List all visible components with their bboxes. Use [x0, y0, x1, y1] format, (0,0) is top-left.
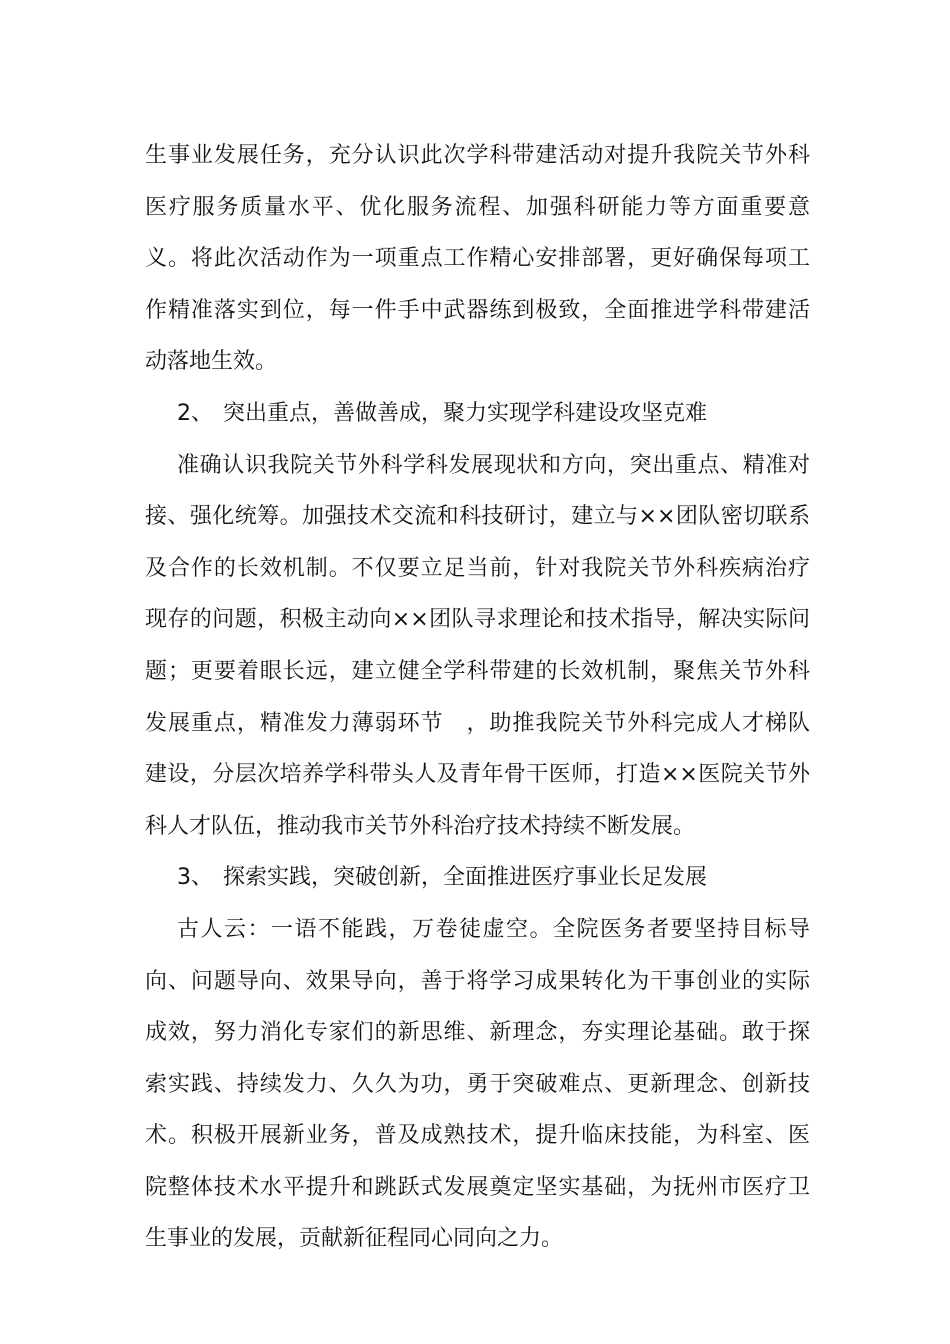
paragraph-line: 成效，努力消化专家们的新思维、新理念，夯实理论基础。敢于探 — [145, 1020, 810, 1046]
paragraph-line: 院整体技术水平提升和跳跃式发展奠定坚实基础，为抚州市医疗卫 — [145, 1174, 810, 1200]
paragraph-line: 科人才队伍，推动我市关节外科治疗技术持续不断发展。 — [145, 813, 696, 839]
paragraph-line: 发展重点，精准发力薄弱环节 ，助推我院关节外科完成人才梯队 — [145, 710, 810, 736]
paragraph-line: 向、问题导向、效果导向，善于将学习成果转化为干事创业的实际 — [145, 968, 810, 994]
paragraph-line: 义。将此次活动作为一项重点工作精心安排部署，更好确保每项工 — [145, 246, 810, 272]
section-heading-2 — [145, 388, 810, 440]
paragraph-line: 作精准落实到位，每一件手中武器练到极致，全面推进学科带建活 — [145, 297, 810, 323]
paragraph-continued — [145, 130, 810, 388]
paragraph-line: 古人云：一语不能践，万卷徒虚空。全院医务者要坚持目标导 — [177, 916, 810, 942]
paragraph-line: 接、强化统筹。加强技术交流和科技研讨，建立与××团队密切联系 — [145, 504, 810, 530]
paragraph-line: 现存的问题，积极主动向××团队寻求理论和技术指导，解决实际问 — [145, 607, 810, 633]
paragraph-line: 索实践、持续发力、久久为功，勇于突破难点、更新理念、创新技 — [145, 1071, 810, 1097]
paragraph-line: 医疗服务质量水平、优化服务流程、加强科研能力等方面重要意 — [145, 194, 810, 220]
paragraph-line: 生事业的发展，贡献新征程同心同向之力。 — [145, 1226, 564, 1252]
paragraph-line: 术。积极开展新业务，普及成熟技术，提升临床技能，为科室、医 — [145, 1123, 810, 1149]
section-number: 2、 — [177, 400, 213, 426]
paragraph-line: 动落地生效。 — [145, 349, 278, 375]
document-body — [145, 130, 810, 1265]
section-title: 探索实践，突破创新，全面推进医疗事业长足发展 — [223, 865, 708, 891]
paragraph-2 — [145, 440, 810, 853]
section-title: 突出重点，善做善成，聚力实现学科建设攻坚克难 — [223, 400, 708, 426]
section-heading-3 — [145, 852, 810, 904]
paragraph-3 — [145, 904, 810, 1265]
section-number: 3、 — [177, 865, 213, 891]
paragraph-line: 生事业发展任务，充分认识此次学科带建活动对提升我院关节外科 — [145, 143, 810, 168]
paragraph-line: 建设，分层次培养学科带头人及青年骨干医师，打造××医院关节外 — [145, 762, 810, 788]
paragraph-line: 题；更要着眼长远，建立健全学科带建的长效机制，聚焦关节外科 — [145, 658, 810, 684]
paragraph-line: 及合作的长效机制。不仅要立足当前，针对我院关节外科疾病治疗 — [145, 555, 810, 581]
paragraph-line: 准确认识我院关节外科学科发展现状和方向，突出重点、精准对 — [177, 452, 810, 478]
